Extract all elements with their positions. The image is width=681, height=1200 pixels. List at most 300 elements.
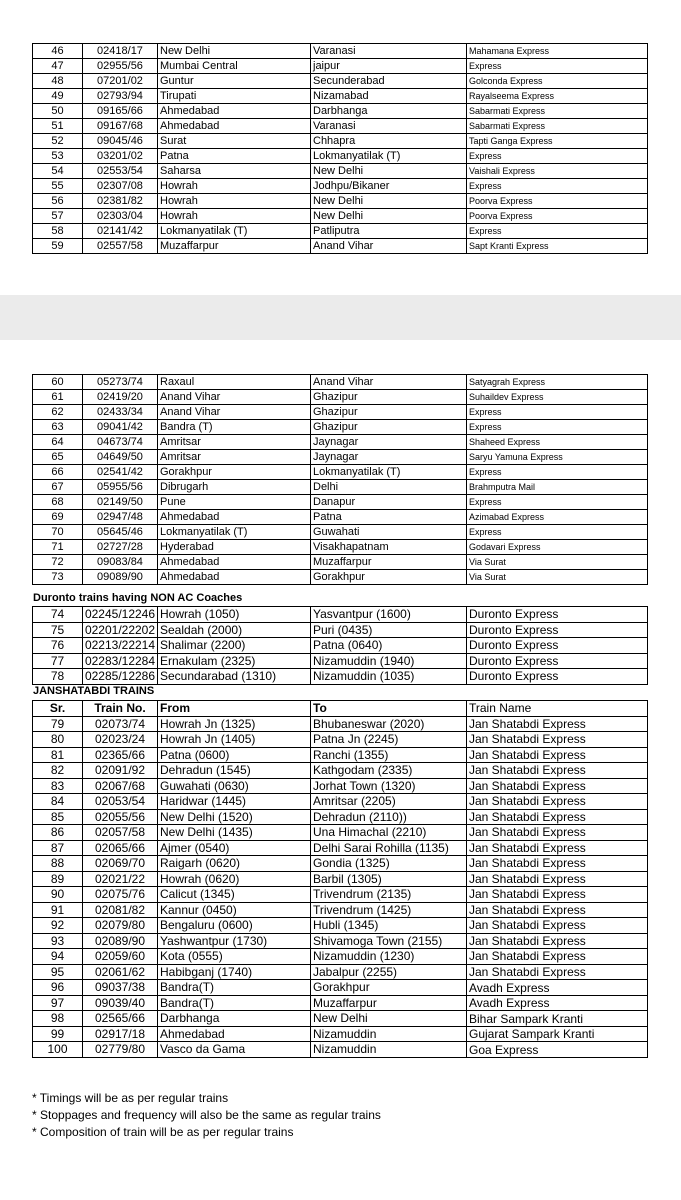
- cell-from: Howrah Jn (1405): [158, 732, 311, 748]
- cell-train-no: 09045/46: [83, 134, 158, 149]
- cell-train-no: 03201/02: [83, 149, 158, 164]
- cell-to: Amritsar (2205): [311, 794, 467, 810]
- header-to: To: [311, 701, 467, 717]
- cell-to: Lokmanyatilak (T): [311, 149, 467, 164]
- table-row: [33, 194, 648, 209]
- cell-from: Saharsa: [158, 164, 311, 179]
- cell-train-name: Sabarmati Express: [467, 119, 648, 134]
- cell-train-name: Express: [467, 149, 648, 164]
- table-row: [33, 59, 648, 74]
- cell-sr: 73: [33, 570, 83, 585]
- cell-train-no: 09167/68: [83, 119, 158, 134]
- cell-to: Darbhanga: [311, 104, 467, 119]
- cell-from: Muzaffarpur: [158, 239, 311, 254]
- cell-train-name: Jan Shatabdi Express: [467, 856, 648, 872]
- cell-from: Habibganj (1740): [158, 964, 311, 980]
- cell-to: Nizamuddin: [311, 1026, 467, 1042]
- cell-sr: 100: [33, 1042, 83, 1058]
- table-row: [33, 887, 648, 903]
- cell-to: Dehradun (2110)): [311, 809, 467, 825]
- table-row: [33, 732, 648, 748]
- cell-from: Vasco da Gama: [158, 1042, 311, 1058]
- table-row: [33, 405, 648, 420]
- cell-train-name: Suhaildev Express: [467, 390, 648, 405]
- cell-train-name: Express: [467, 405, 648, 420]
- cell-train-name: Jan Shatabdi Express: [467, 825, 648, 841]
- table-row: [33, 435, 648, 450]
- cell-to: Varanasi: [311, 44, 467, 59]
- table-row: [33, 450, 648, 465]
- cell-from: Sealdah (2000): [158, 622, 311, 638]
- cell-from: Bengaluru (0600): [158, 918, 311, 934]
- cell-to: Delhi: [311, 480, 467, 495]
- cell-to: Delhi Sarai Rohilla (1135): [311, 840, 467, 856]
- table-row: [33, 1011, 648, 1027]
- cell-train-name: Jan Shatabdi Express: [467, 949, 648, 965]
- cell-from: Mumbai Central: [158, 59, 311, 74]
- cell-sr: 64: [33, 435, 83, 450]
- cell-train-name: Duronto Express: [467, 622, 648, 638]
- cell-from: New Delhi (1435): [158, 825, 311, 841]
- cell-train-no: 02023/24: [83, 732, 158, 748]
- cell-to: Patna (0640): [311, 638, 467, 654]
- special-trains-table-part-1: [32, 43, 648, 254]
- table-row: [33, 209, 648, 224]
- cell-sr: 91: [33, 902, 83, 918]
- cell-sr: 46: [33, 44, 83, 59]
- cell-train-no: 02055/56: [83, 809, 158, 825]
- cell-sr: 61: [33, 390, 83, 405]
- cell-to: Una Himachal (2210): [311, 825, 467, 841]
- header-from: From: [158, 701, 311, 717]
- table-row: [33, 825, 648, 841]
- janshatabdi-trains-table: [32, 700, 648, 1058]
- cell-train-name: Gujarat Sampark Kranti: [467, 1026, 648, 1042]
- cell-from: Dehradun (1545): [158, 763, 311, 779]
- cell-from: Ernakulam (2325): [158, 653, 311, 669]
- cell-sr: 68: [33, 495, 83, 510]
- table-header-row: [33, 701, 648, 717]
- cell-train-no: 02089/90: [83, 933, 158, 949]
- cell-train-name: Godavari Express: [467, 540, 648, 555]
- cell-sr: 99: [33, 1026, 83, 1042]
- cell-train-no: 02541/42: [83, 465, 158, 480]
- cell-from: New Delhi: [158, 44, 311, 59]
- cell-from: Lokmanyatilak (T): [158, 525, 311, 540]
- cell-train-no: 02059/60: [83, 949, 158, 965]
- cell-from: Gorakhpur: [158, 465, 311, 480]
- cell-train-name: Poorva Express: [467, 209, 648, 224]
- table-row: [33, 995, 648, 1011]
- table-row: [33, 525, 648, 540]
- cell-to: Jaynagar: [311, 450, 467, 465]
- cell-to: Anand Vihar: [311, 375, 467, 390]
- table-row: [33, 119, 648, 134]
- table-row: [33, 224, 648, 239]
- cell-train-no: 02245/12246: [83, 607, 158, 623]
- table-row: [33, 44, 648, 59]
- cell-to: Danapur: [311, 495, 467, 510]
- cell-train-name: Jan Shatabdi Express: [467, 747, 648, 763]
- cell-train-name: Jan Shatabdi Express: [467, 763, 648, 779]
- cell-from: Ahmedabad: [158, 119, 311, 134]
- cell-from: Calicut (1345): [158, 887, 311, 903]
- cell-train-name: Sapt Kranti Express: [467, 239, 648, 254]
- cell-train-name: Avadh Express: [467, 995, 648, 1011]
- cell-to: Trivendrum (1425): [311, 902, 467, 918]
- cell-train-name: Jan Shatabdi Express: [467, 933, 648, 949]
- cell-sr: 53: [33, 149, 83, 164]
- cell-train-name: Jan Shatabdi Express: [467, 902, 648, 918]
- table-row: [33, 622, 648, 638]
- cell-to: Patliputra: [311, 224, 467, 239]
- cell-train-no: 02081/82: [83, 902, 158, 918]
- table-row: [33, 570, 648, 585]
- cell-sr: 48: [33, 74, 83, 89]
- cell-train-name: Jan Shatabdi Express: [467, 964, 648, 980]
- cell-to: Muzaffarpur: [311, 995, 467, 1011]
- cell-train-no: 02021/22: [83, 871, 158, 887]
- cell-train-no: 02149/50: [83, 495, 158, 510]
- footnote: * Composition of train will be as per regular trains: [32, 1125, 294, 1139]
- cell-to: Hubli (1345): [311, 918, 467, 934]
- cell-from: Shalimar (2200): [158, 638, 311, 654]
- cell-to: Secunderabad: [311, 74, 467, 89]
- cell-train-no: 09089/90: [83, 570, 158, 585]
- cell-to: Gorakhpur: [311, 980, 467, 996]
- cell-train-name: Mahamana Express: [467, 44, 648, 59]
- table-row: [33, 420, 648, 435]
- cell-from: Surat: [158, 134, 311, 149]
- table-row: [33, 555, 648, 570]
- table-row: [33, 778, 648, 794]
- cell-sr: 95: [33, 964, 83, 980]
- cell-to: Chhapra: [311, 134, 467, 149]
- cell-train-no: 02065/66: [83, 840, 158, 856]
- cell-train-name: Duronto Express: [467, 653, 648, 669]
- cell-to: Jorhat Town (1320): [311, 778, 467, 794]
- cell-from: Ahmedabad: [158, 570, 311, 585]
- cell-sr: 56: [33, 194, 83, 209]
- footnote: * Timings will be as per regular trains: [32, 1091, 229, 1105]
- cell-train-name: Vaishali Express: [467, 164, 648, 179]
- table-row: [33, 669, 648, 685]
- cell-train-no: 02307/08: [83, 179, 158, 194]
- table-row: [33, 747, 648, 763]
- cell-train-name: Express: [467, 59, 648, 74]
- cell-train-no: 02073/74: [83, 716, 158, 732]
- cell-to: New Delhi: [311, 164, 467, 179]
- cell-from: Yashwantpur (1730): [158, 933, 311, 949]
- cell-from: Ajmer (0540): [158, 840, 311, 856]
- cell-train-name: Satyagrah Express: [467, 375, 648, 390]
- cell-train-no: 02779/80: [83, 1042, 158, 1058]
- document-page-1: [0, 0, 681, 295]
- table-row: [33, 375, 648, 390]
- cell-to: Nizamuddin (1035): [311, 669, 467, 685]
- cell-from: Anand Vihar: [158, 390, 311, 405]
- cell-to: Ghazipur: [311, 390, 467, 405]
- cell-from: Lokmanyatilak (T): [158, 224, 311, 239]
- cell-train-no: 02067/68: [83, 778, 158, 794]
- cell-to: Jaynagar: [311, 435, 467, 450]
- cell-train-no: 02079/80: [83, 918, 158, 934]
- cell-to: Kathgodam (2335): [311, 763, 467, 779]
- cell-train-name: Express: [467, 525, 648, 540]
- cell-to: Jabalpur (2255): [311, 964, 467, 980]
- header-sr: Sr.: [33, 701, 83, 717]
- cell-train-name: Express: [467, 179, 648, 194]
- table-row: [33, 964, 648, 980]
- cell-sr: 75: [33, 622, 83, 638]
- cell-to: Shivamoga Town (2155): [311, 933, 467, 949]
- cell-sr: 93: [33, 933, 83, 949]
- cell-train-name: Express: [467, 495, 648, 510]
- cell-train-name: Sabarmati Express: [467, 104, 648, 119]
- cell-from: Bandra(T): [158, 995, 311, 1011]
- cell-train-no: 02075/76: [83, 887, 158, 903]
- cell-sr: 97: [33, 995, 83, 1011]
- cell-from: Raxaul: [158, 375, 311, 390]
- cell-sr: 89: [33, 871, 83, 887]
- cell-from: Ahmedabad: [158, 510, 311, 525]
- table-row: [33, 495, 648, 510]
- cell-train-name: Jan Shatabdi Express: [467, 778, 648, 794]
- cell-train-name: Duronto Express: [467, 669, 648, 685]
- cell-sr: 49: [33, 89, 83, 104]
- cell-to: Guwahati: [311, 525, 467, 540]
- cell-sr: 47: [33, 59, 83, 74]
- cell-to: Anand Vihar: [311, 239, 467, 254]
- cell-train-no: 09041/42: [83, 420, 158, 435]
- header-train-no: Train No.: [83, 701, 158, 717]
- cell-train-no: 02955/56: [83, 59, 158, 74]
- cell-sr: 66: [33, 465, 83, 480]
- cell-sr: 65: [33, 450, 83, 465]
- cell-sr: 84: [33, 794, 83, 810]
- cell-train-no: 02793/94: [83, 89, 158, 104]
- table-row: [33, 980, 648, 996]
- table-row: [33, 902, 648, 918]
- cell-from: Kota (0555): [158, 949, 311, 965]
- cell-train-no: 02917/18: [83, 1026, 158, 1042]
- cell-train-no: 02419/20: [83, 390, 158, 405]
- cell-to: New Delhi: [311, 1011, 467, 1027]
- table-row: [33, 949, 648, 965]
- cell-sr: 88: [33, 856, 83, 872]
- cell-from: Bandra (T): [158, 420, 311, 435]
- cell-from: Amritsar: [158, 450, 311, 465]
- cell-train-name: Shaheed Express: [467, 435, 648, 450]
- cell-train-no: 07201/02: [83, 74, 158, 89]
- cell-train-no: 02727/28: [83, 540, 158, 555]
- cell-to: Nizamuddin (1230): [311, 949, 467, 965]
- cell-train-no: 02553/54: [83, 164, 158, 179]
- cell-train-name: Jan Shatabdi Express: [467, 871, 648, 887]
- footnotes: [32, 1090, 381, 1141]
- cell-train-name: Jan Shatabdi Express: [467, 918, 648, 934]
- cell-to: Nizamuddin (1940): [311, 653, 467, 669]
- cell-train-name: Jan Shatabdi Express: [467, 887, 648, 903]
- cell-train-no: 09037/38: [83, 980, 158, 996]
- cell-train-no: 02069/70: [83, 856, 158, 872]
- cell-train-name: Via Surat: [467, 570, 648, 585]
- cell-sr: 67: [33, 480, 83, 495]
- cell-train-no: 02381/82: [83, 194, 158, 209]
- document-page-2: [0, 340, 681, 1200]
- cell-train-no: 02283/12284: [83, 653, 158, 669]
- cell-to: Ghazipur: [311, 420, 467, 435]
- cell-from: Patna (0600): [158, 747, 311, 763]
- table-row: [33, 390, 648, 405]
- table-row: [33, 149, 648, 164]
- cell-from: Guntur: [158, 74, 311, 89]
- cell-train-no: 04673/74: [83, 435, 158, 450]
- cell-sr: 82: [33, 763, 83, 779]
- cell-train-no: 02557/58: [83, 239, 158, 254]
- table-row: [33, 179, 648, 194]
- cell-sr: 79: [33, 716, 83, 732]
- cell-train-no: 05273/74: [83, 375, 158, 390]
- table-row: [33, 809, 648, 825]
- table-row: [33, 794, 648, 810]
- cell-from: Ahmedabad: [158, 104, 311, 119]
- cell-sr: 63: [33, 420, 83, 435]
- cell-train-name: Poorva Express: [467, 194, 648, 209]
- cell-to: Varanasi: [311, 119, 467, 134]
- cell-train-name: Jan Shatabdi Express: [467, 794, 648, 810]
- cell-train-no: 02418/17: [83, 44, 158, 59]
- cell-from: Secundarabad (1310): [158, 669, 311, 685]
- cell-from: Ahmedabad: [158, 555, 311, 570]
- cell-train-no: 02091/92: [83, 763, 158, 779]
- cell-train-no: 02061/62: [83, 964, 158, 980]
- cell-from: Howrah: [158, 179, 311, 194]
- cell-sr: 86: [33, 825, 83, 841]
- cell-sr: 77: [33, 653, 83, 669]
- table-row: [33, 763, 648, 779]
- cell-train-name: Express: [467, 420, 648, 435]
- cell-from: Anand Vihar: [158, 405, 311, 420]
- cell-train-no: 02213/22214: [83, 638, 158, 654]
- cell-from: Amritsar: [158, 435, 311, 450]
- cell-train-no: 09083/84: [83, 555, 158, 570]
- cell-from: Ahmedabad: [158, 1026, 311, 1042]
- cell-train-no: 02433/34: [83, 405, 158, 420]
- cell-train-no: 02365/66: [83, 747, 158, 763]
- cell-from: Patna: [158, 149, 311, 164]
- cell-train-name: Saryu Yamuna Express: [467, 450, 648, 465]
- table-row: [33, 239, 648, 254]
- cell-train-no: 02303/04: [83, 209, 158, 224]
- cell-to: Gondia (1325): [311, 856, 467, 872]
- cell-to: Barbil (1305): [311, 871, 467, 887]
- cell-sr: 78: [33, 669, 83, 685]
- cell-to: Muzaffarpur: [311, 555, 467, 570]
- cell-to: Patna Jn (2245): [311, 732, 467, 748]
- cell-sr: 80: [33, 732, 83, 748]
- cell-train-no: 02201/22202: [83, 622, 158, 638]
- table-row: [33, 480, 648, 495]
- duronto-trains-table: [32, 606, 648, 685]
- cell-train-name: Rayalseema Express: [467, 89, 648, 104]
- cell-to: Lokmanyatilak (T): [311, 465, 467, 480]
- cell-to: Puri (0435): [311, 622, 467, 638]
- cell-sr: 60: [33, 375, 83, 390]
- cell-from: Haridwar (1445): [158, 794, 311, 810]
- cell-train-no: 02057/58: [83, 825, 158, 841]
- cell-to: Nizamabad: [311, 89, 467, 104]
- cell-train-name: Duronto Express: [467, 607, 648, 623]
- cell-train-name: Jan Shatabdi Express: [467, 840, 648, 856]
- cell-from: Howrah: [158, 194, 311, 209]
- table-row: [33, 840, 648, 856]
- table-row: [33, 510, 648, 525]
- cell-sr: 81: [33, 747, 83, 763]
- cell-sr: 74: [33, 607, 83, 623]
- table-row: [33, 856, 648, 872]
- duronto-section-heading: Duronto trains having NON AC Coaches: [33, 592, 243, 604]
- cell-to: Jodhpu/Bikaner: [311, 179, 467, 194]
- cell-train-name: Jan Shatabdi Express: [467, 716, 648, 732]
- cell-train-no: 04649/50: [83, 450, 158, 465]
- cell-sr: 52: [33, 134, 83, 149]
- cell-to: New Delhi: [311, 194, 467, 209]
- cell-sr: 51: [33, 119, 83, 134]
- cell-train-no: 09039/40: [83, 995, 158, 1011]
- cell-sr: 87: [33, 840, 83, 856]
- cell-train-no: 02947/48: [83, 510, 158, 525]
- cell-train-no: 09165/66: [83, 104, 158, 119]
- janshatabdi-section-heading: JANSHATABDI TRAINS: [33, 685, 155, 697]
- cell-sr: 83: [33, 778, 83, 794]
- cell-train-name: Golconda Express: [467, 74, 648, 89]
- cell-from: Tirupati: [158, 89, 311, 104]
- table-row: [33, 871, 648, 887]
- cell-train-no: 02141/42: [83, 224, 158, 239]
- cell-from: New Delhi (1520): [158, 809, 311, 825]
- cell-from: Howrah Jn (1325): [158, 716, 311, 732]
- cell-from: Dibrugarh: [158, 480, 311, 495]
- cell-train-no: 02285/12286: [83, 669, 158, 685]
- cell-train-name: Express: [467, 465, 648, 480]
- cell-train-name: Express: [467, 224, 648, 239]
- cell-sr: 59: [33, 239, 83, 254]
- cell-to: Trivendrum (2135): [311, 887, 467, 903]
- table-row: [33, 918, 648, 934]
- cell-sr: 58: [33, 224, 83, 239]
- cell-train-no: 02565/66: [83, 1011, 158, 1027]
- cell-sr: 71: [33, 540, 83, 555]
- table-row: [33, 104, 648, 119]
- table-row: [33, 1042, 648, 1058]
- cell-from: Guwahati (0630): [158, 778, 311, 794]
- cell-to: Ghazipur: [311, 405, 467, 420]
- cell-from: Pune: [158, 495, 311, 510]
- cell-sr: 98: [33, 1011, 83, 1027]
- table-row: [33, 638, 648, 654]
- cell-from: Howrah (1050): [158, 607, 311, 623]
- cell-sr: 72: [33, 555, 83, 570]
- cell-from: Bandra(T): [158, 980, 311, 996]
- cell-from: Hyderabad: [158, 540, 311, 555]
- cell-train-no: 05955/56: [83, 480, 158, 495]
- cell-to: Bhubaneswar (2020): [311, 716, 467, 732]
- table-row: [33, 540, 648, 555]
- cell-train-no: 05645/46: [83, 525, 158, 540]
- table-row: [33, 716, 648, 732]
- cell-train-name: Avadh Express: [467, 980, 648, 996]
